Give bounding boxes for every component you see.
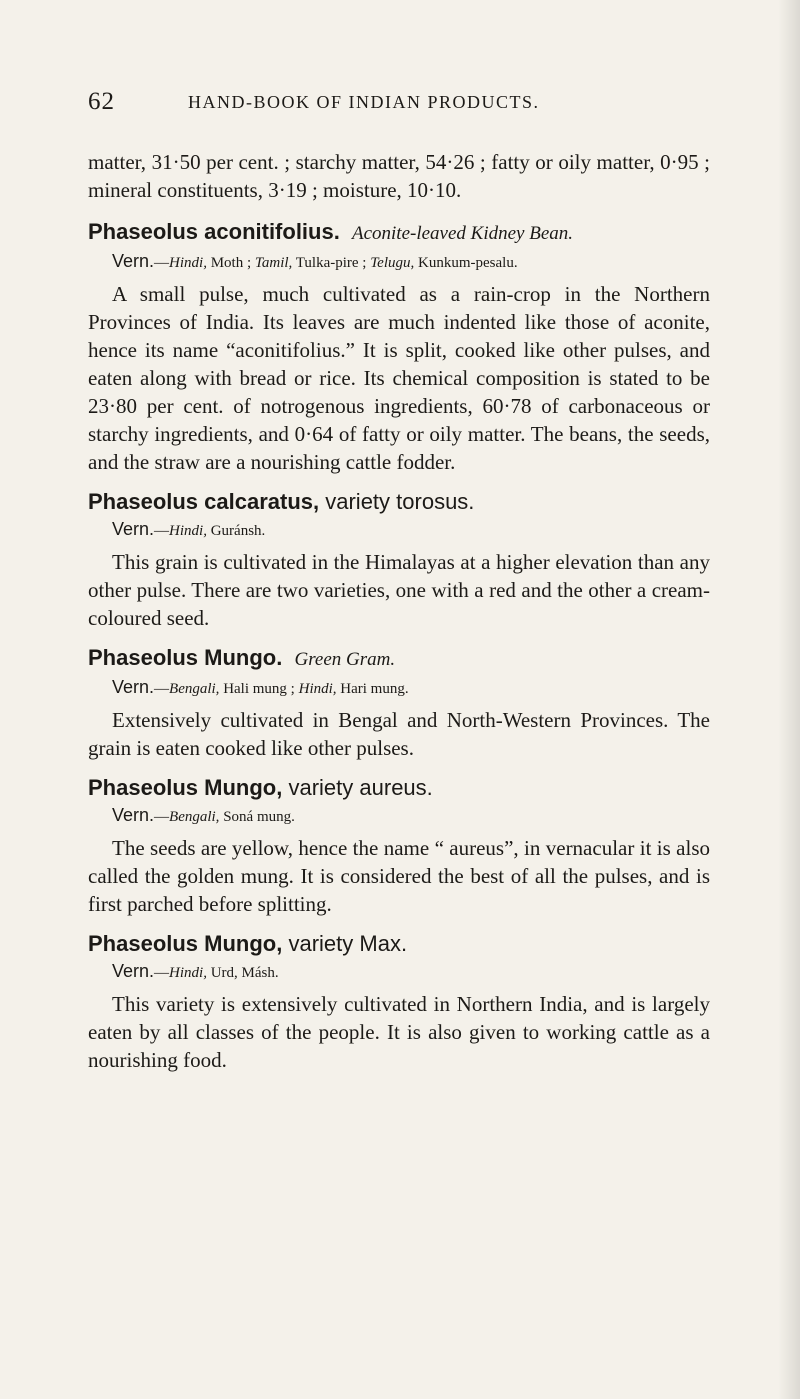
entry-title: Phaseolus Mungo,: [88, 931, 283, 956]
page-header: [88, 88, 708, 118]
entry-heading: [88, 488, 710, 516]
vern-name: Hari mung.: [340, 681, 409, 697]
vern-lang: Hindi,: [298, 681, 337, 697]
running-head: HAND-BOOK OF INDIAN PRODUCTS.: [188, 92, 540, 112]
entry-title: Phaseolus aconitifolius.: [88, 219, 340, 244]
entry-heading: [88, 774, 710, 802]
entry-title: Phaseolus Mungo.: [88, 645, 283, 670]
page-number: 62: [88, 88, 115, 115]
vernacular-names: Vern.—Hindi, Moth ; Tamil, Tulka-pire ; Telugu, Kunkum-pesalu.: [112, 251, 518, 271]
intro-paragraph: matter, 31·50 per cent. ; starchy matter, 54·26 ; fatty or oily matter, 0·95 ; mineral constituents, 3·19 ; moisture, 10·10.: [88, 150, 710, 202]
entry-phaseolus-aconitifolius: [88, 218, 710, 476]
vern-lang: Tamil,: [254, 255, 293, 271]
vern-name: Soná mung.: [223, 809, 295, 825]
vern-name: Kunkum-pesalu.: [418, 255, 518, 271]
entry-text: The seeds are yellow, hence the name “ aureus”, in vernacular it is also called the golden mung. It is considered the best of all the pulses, and is first parched before splitting.: [88, 836, 710, 916]
page-edge-shadow: [778, 0, 800, 1399]
entry-heading: [88, 644, 710, 674]
vern-lang: Bengali,: [169, 809, 220, 825]
entry-variety: variety torosus.: [325, 489, 475, 514]
vern-label: Vern.: [112, 961, 155, 981]
vernacular-names: Vern.—Hindi, Guránsh.: [112, 519, 266, 539]
vern-lang: Hindi,: [169, 255, 207, 271]
entry-phaseolus-mungo-max: [88, 930, 710, 1074]
entry-phaseolus-mungo-aureus: [88, 774, 710, 918]
entry-phaseolus-calcaratus: [88, 488, 710, 632]
vernacular-names: Vern.—Bengali, Hali mung ; Hindi, Hari mung.: [112, 677, 409, 697]
vern-lang: Bengali,: [169, 681, 220, 697]
entry-title: Phaseolus Mungo,: [88, 775, 283, 800]
vern-lang: Hindi,: [169, 965, 207, 981]
entry-text: Extensively cultivated in Bengal and North-Western Provinces. The grain is eaten cooked like other pulses.: [88, 708, 710, 760]
vern-label: Vern.: [112, 519, 155, 539]
entry-heading: [88, 930, 710, 958]
entry-text: A small pulse, much cultivated as a rain-crop in the Northern Provinces of India. Its leaves are much indented like those of aconite, hence its name “aconitifolius.” It is split, cooked like other pulses, and eaten along with bread or rice. Its chemical composition is stated to be 23·80 per cent. of notrogenous ingredients, 60·78 of carbonaceous or starchy ingredients, and 0·64 of fatty or oily matter. The beans, the seeds, and the straw are a nourishing cattle fodder.: [88, 282, 710, 474]
vern-name: Hali mung ;: [223, 681, 295, 697]
vern-lang: Telugu,: [370, 255, 415, 271]
entry-heading: [88, 218, 710, 248]
vernacular-names: Vern.—Bengali, Soná mung.: [112, 805, 295, 825]
vern-name: Guránsh.: [210, 523, 266, 539]
entry-text: This variety is extensively cultivated in Northern India, and is largely eaten by all classes of the people. It is also given to working cattle as a nourishing food.: [88, 992, 710, 1072]
vern-label: Vern.: [112, 677, 155, 697]
vern-label: Vern.: [112, 805, 155, 825]
vern-label: Vern.: [112, 251, 155, 271]
vern-name: Moth ;: [210, 255, 252, 271]
entry-phaseolus-mungo: [88, 644, 710, 762]
entry-common-name: Aconite-leaved Kidney Bean.: [351, 223, 574, 244]
vern-lang: Hindi,: [169, 523, 207, 539]
page-body: [88, 148, 710, 1074]
entry-variety: variety aureus.: [288, 775, 433, 800]
entry-title: Phaseolus calcaratus,: [88, 489, 320, 514]
vernacular-names: Vern.—Hindi, Urd, Másh.: [112, 961, 279, 981]
vern-name: Tulka-pire ;: [295, 255, 367, 271]
entry-common-name: Green Gram.: [294, 649, 396, 670]
vern-name: Urd, Másh.: [210, 965, 279, 981]
entry-variety: variety Max.: [288, 931, 408, 956]
entry-text: This grain is cultivated in the Himalayas at a higher elevation than any other pulse. There are two varieties, one with a red and the other a cream-coloured seed.: [88, 550, 710, 630]
